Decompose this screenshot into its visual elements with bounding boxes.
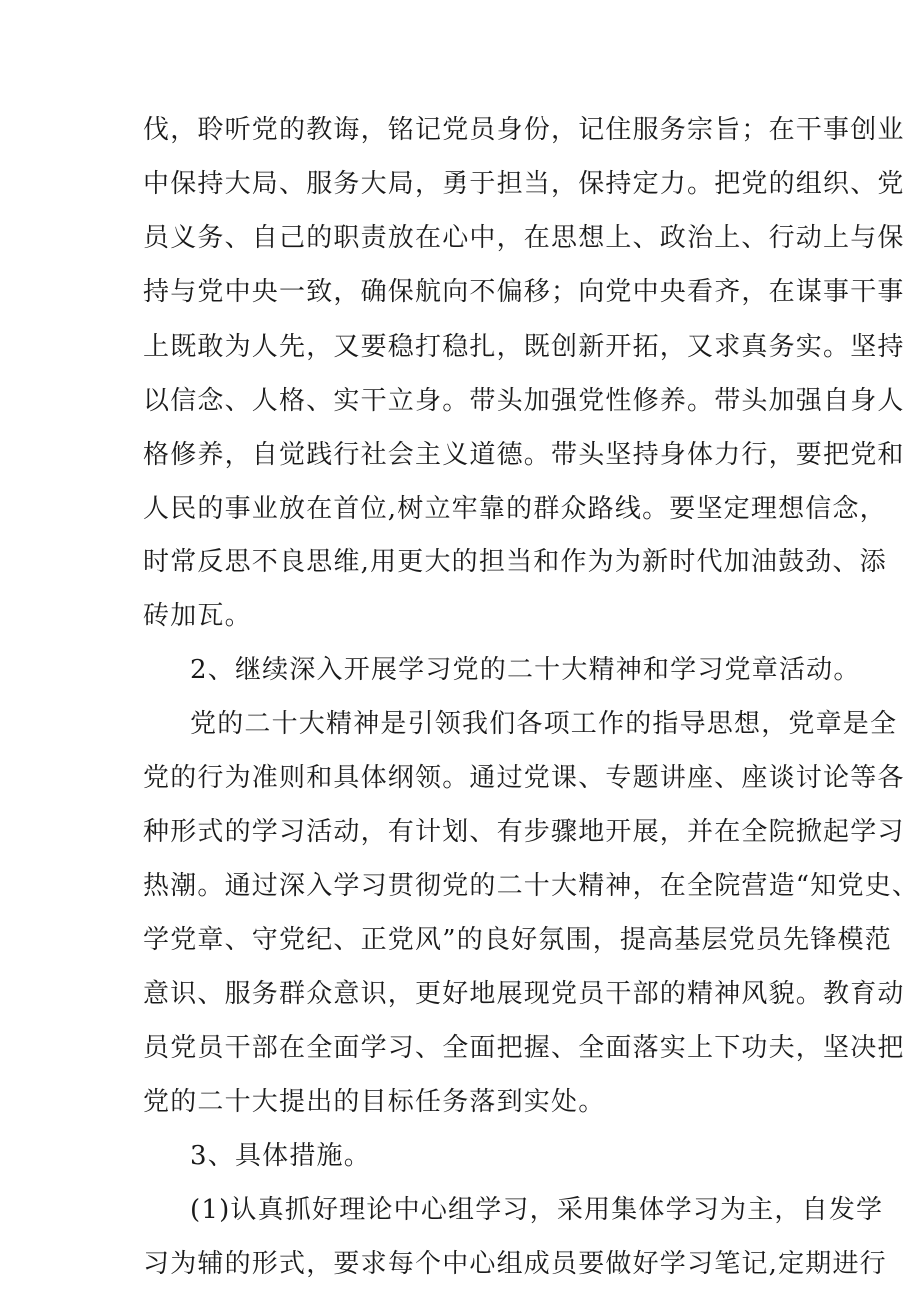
body-line: 以信念、人格、实干立身。带头加强党性修养。带头加强自身人: [143, 386, 905, 416]
body-line: 员义务、自己的职责放在心中，在思想上、政治上、行动上与保: [143, 223, 905, 253]
body-line: 员党员干部在全面学习、全面把握、全面落实上下功夫，坚决把: [143, 1033, 905, 1063]
body-line: 学党章、守党纪、正党风”的良好氛围，提高基层党员先锋模范: [143, 925, 892, 955]
body-line: 持与党中央一致，确保航向不偏移；向党中央看齐，在谋事干事: [143, 277, 905, 307]
body-line: 伐，聆听党的教诲，铭记党员身份，记住服务宗旨；在干事创业: [143, 115, 905, 145]
body-line: 格修养，自觉践行社会主义道德。带头坚持身体力行，要把党和: [143, 440, 905, 470]
body-line: 时常反思不良思维,用更大的担当和作为为新时代加油鼓劲、添: [143, 547, 887, 577]
body-line: 意识、服务群众意识，更好地展现党员干部的精神风貌。教育动: [143, 979, 905, 1009]
body-line: 人民的事业放在首位,树立牢靠的群众路线。要坚定理想信念，: [143, 494, 887, 524]
paragraph-first-line: (1)认真抓好理论中心组学习，采用集体学习为主，自发学: [190, 1195, 884, 1225]
body-line: 习为辅的形式，要求每个中心组成员要做好学习笔记,定期进行: [143, 1249, 887, 1279]
section-heading: 3、具体措施。: [190, 1141, 371, 1171]
body-line: 热潮。通过深入学习贯彻党的二十大精神，在全院营造“知党史、: [143, 871, 920, 901]
body-line: 种形式的学习活动，有计划、有步骤地开展，并在全院掀起学习: [143, 817, 905, 847]
body-line: 党的二十大提出的目标任务落到实处。: [143, 1087, 606, 1117]
paragraph-first-line: 党的二十大精神是引领我们各项工作的指导思想，党章是全: [190, 709, 898, 739]
body-line: 上既敢为人先，又要稳打稳扎，既创新开拓，又求真务实。坚持: [143, 332, 905, 362]
body-line: 砖加瓦。: [143, 601, 252, 631]
section-heading: 2、继续深入开展学习党的二十大精神和学习党章活动。: [190, 655, 861, 685]
body-line: 中保持大局、服务大局，勇于担当，保持定力。把党的组织、党: [143, 169, 905, 199]
body-line: 党的行为准则和具体纲领。通过党课、专题讲座、座谈讨论等各: [143, 763, 905, 793]
